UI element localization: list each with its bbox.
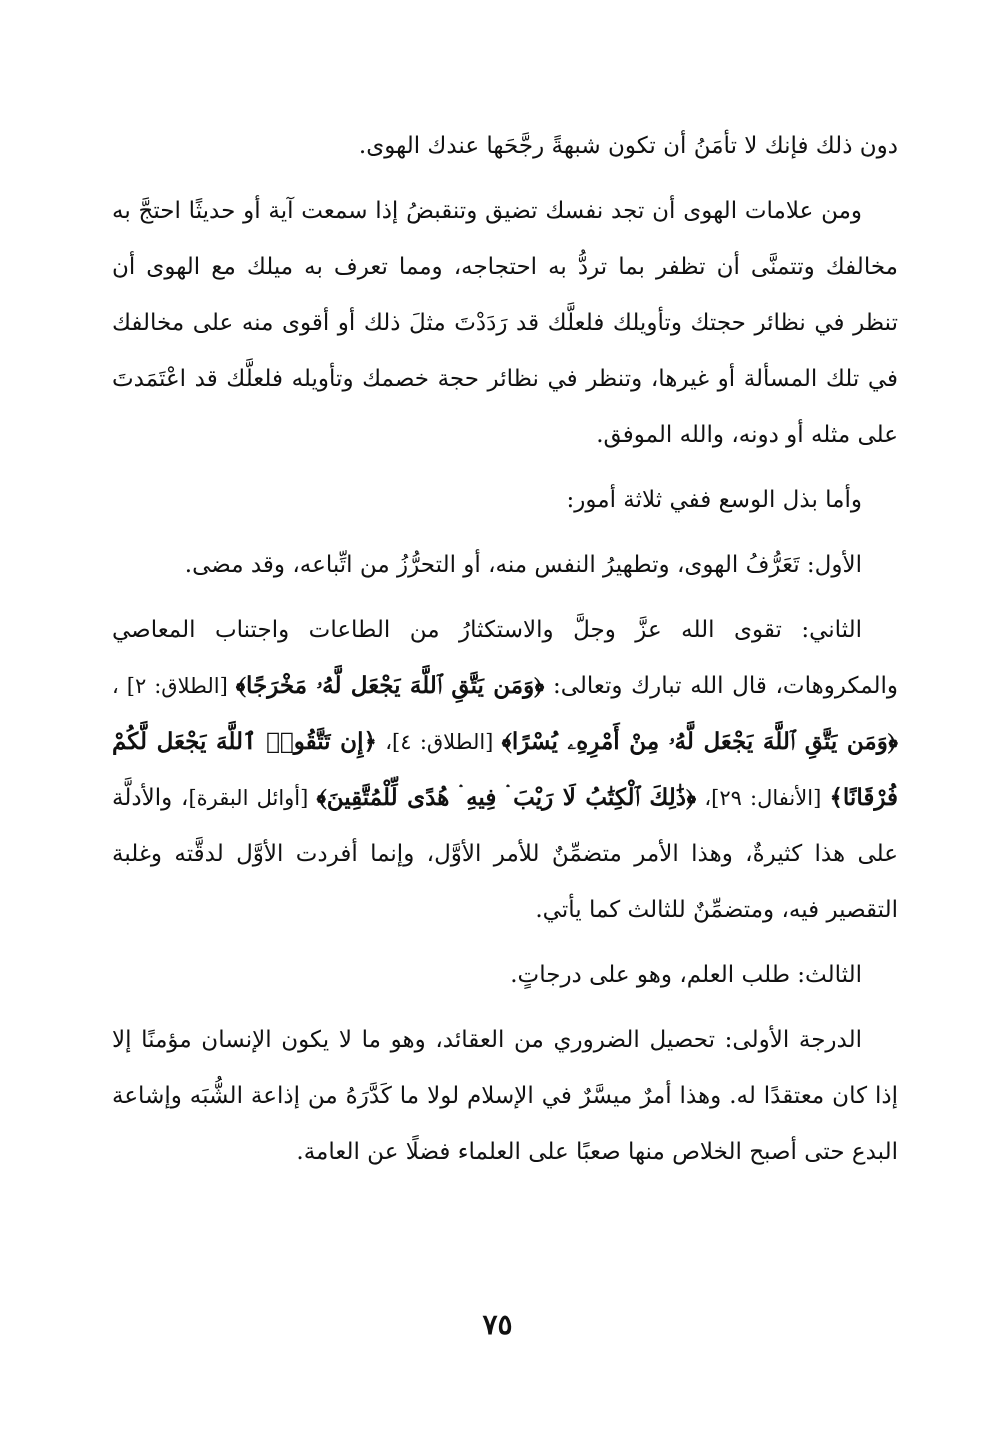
quran-verse: ﴿وَمَن يَتَّقِ ٱللَّهَ يَجْعَل لَّهُۥ مَخْرَجًا﴾	[235, 672, 545, 699]
verse-reference: [الطلاق: ٤]،	[376, 730, 502, 754]
paragraph-text: ، والأدلَّة على هذا كثيرةٌ، وهذا الأمر متضمِّنٌ للأمر الأوَّل، وإنما أفردت الأوَّل لدقَّته وغلبة التقصير فيه، ومتضمِّنٌ للثالث كما يأتي.	[112, 785, 898, 923]
verse-reference: [الأنفال: ٢٩]،	[696, 786, 830, 810]
quran-verse: ﴿وَمَن يَتَّقِ ٱللَّهَ يَجْعَل لَّهُۥ مِنْ أَمْرِهِۦ يُسْرًا﴾	[501, 728, 899, 755]
paragraph-first-degree: الدرجة الأولى: تحصيل الضروري من العقائد، وهو ما لا يكون الإنسان مؤمنًا إلا إذا كان معتقدًا له. وهذا أمرٌ ميسَّرٌ في الإسلام لولا ما كَدَّرَهُ من إذاعة الشُّبَه وإشاعة البدع حتى أصبح الخلاص منها صعبًا على العلماء فضلًا عن العامة.	[112, 1027, 898, 1165]
verse-reference: [أوائل البقرة]	[188, 786, 317, 810]
paragraph-third-matter: الثالث: طلب العلم، وهو على درجاتٍ.	[510, 962, 862, 988]
paragraph-continuation: دون ذلك فإنك لا تأمَنُ أن تكون شبهةً رجَّحَها عندك الهوى.	[358, 133, 898, 159]
quran-verse: ﴿إِن تَتَّقُوا۟ ٱللَّهَ يَجْعَل لَّكُمْ فُرْقَانًا﴾	[112, 728, 899, 811]
quran-verse: ﴿ذَٰلِكَ ٱلْكِتَٰبُ لَا رَيْبَ ۛ فِيهِ ۛ هُدًى لِّلْمُتَّقِينَ﴾	[316, 784, 697, 811]
paragraph-second-matter	[112, 602, 898, 938]
page-number: ٧٥	[482, 1308, 513, 1341]
paragraph-effort-intro: وأما بذل الوسع ففي ثلاثة أمور:	[566, 487, 862, 513]
paragraph-first-matter: الأول: تَعَرُّفُ الهوى، وتطهيرُ النفس منه، أو التحرُّزُ من اتِّباعه، وقد مضى.	[184, 552, 862, 578]
page-body	[112, 118, 898, 1189]
paragraph-text: الثاني: تقوى الله عزَّ وجلَّ والاستكثارُ من الطاعات واجتناب المعاصي والمكروهات، قال الله تبارك وتعالى:	[112, 617, 899, 699]
paragraph-signs-of-desire: ومن علامات الهوى أن تجد نفسك تضيق وتنقبضُ إذا سمعت آية أو حديثًا احتجَّ به مخالفك وتتمنَّى أن تظفر بما تردُّ به احتجاجه، ومما تعرف به ميلك مع الهوى أن تنظر في نظائر حجتك وتأويلك فلعلَّك قد رَدَدْتَ مثلَ ذلك أو أقوى منه على مخالفك في تلك المسألة أو غيرها، وتنظر في نظائر حجة خصمك وتأويله فلعلَّك قد اعْتَمَدتَ على مثله أو دونه، والله الموفق.	[112, 198, 898, 448]
verse-reference: [الطلاق: ٢] ،	[112, 674, 236, 698]
